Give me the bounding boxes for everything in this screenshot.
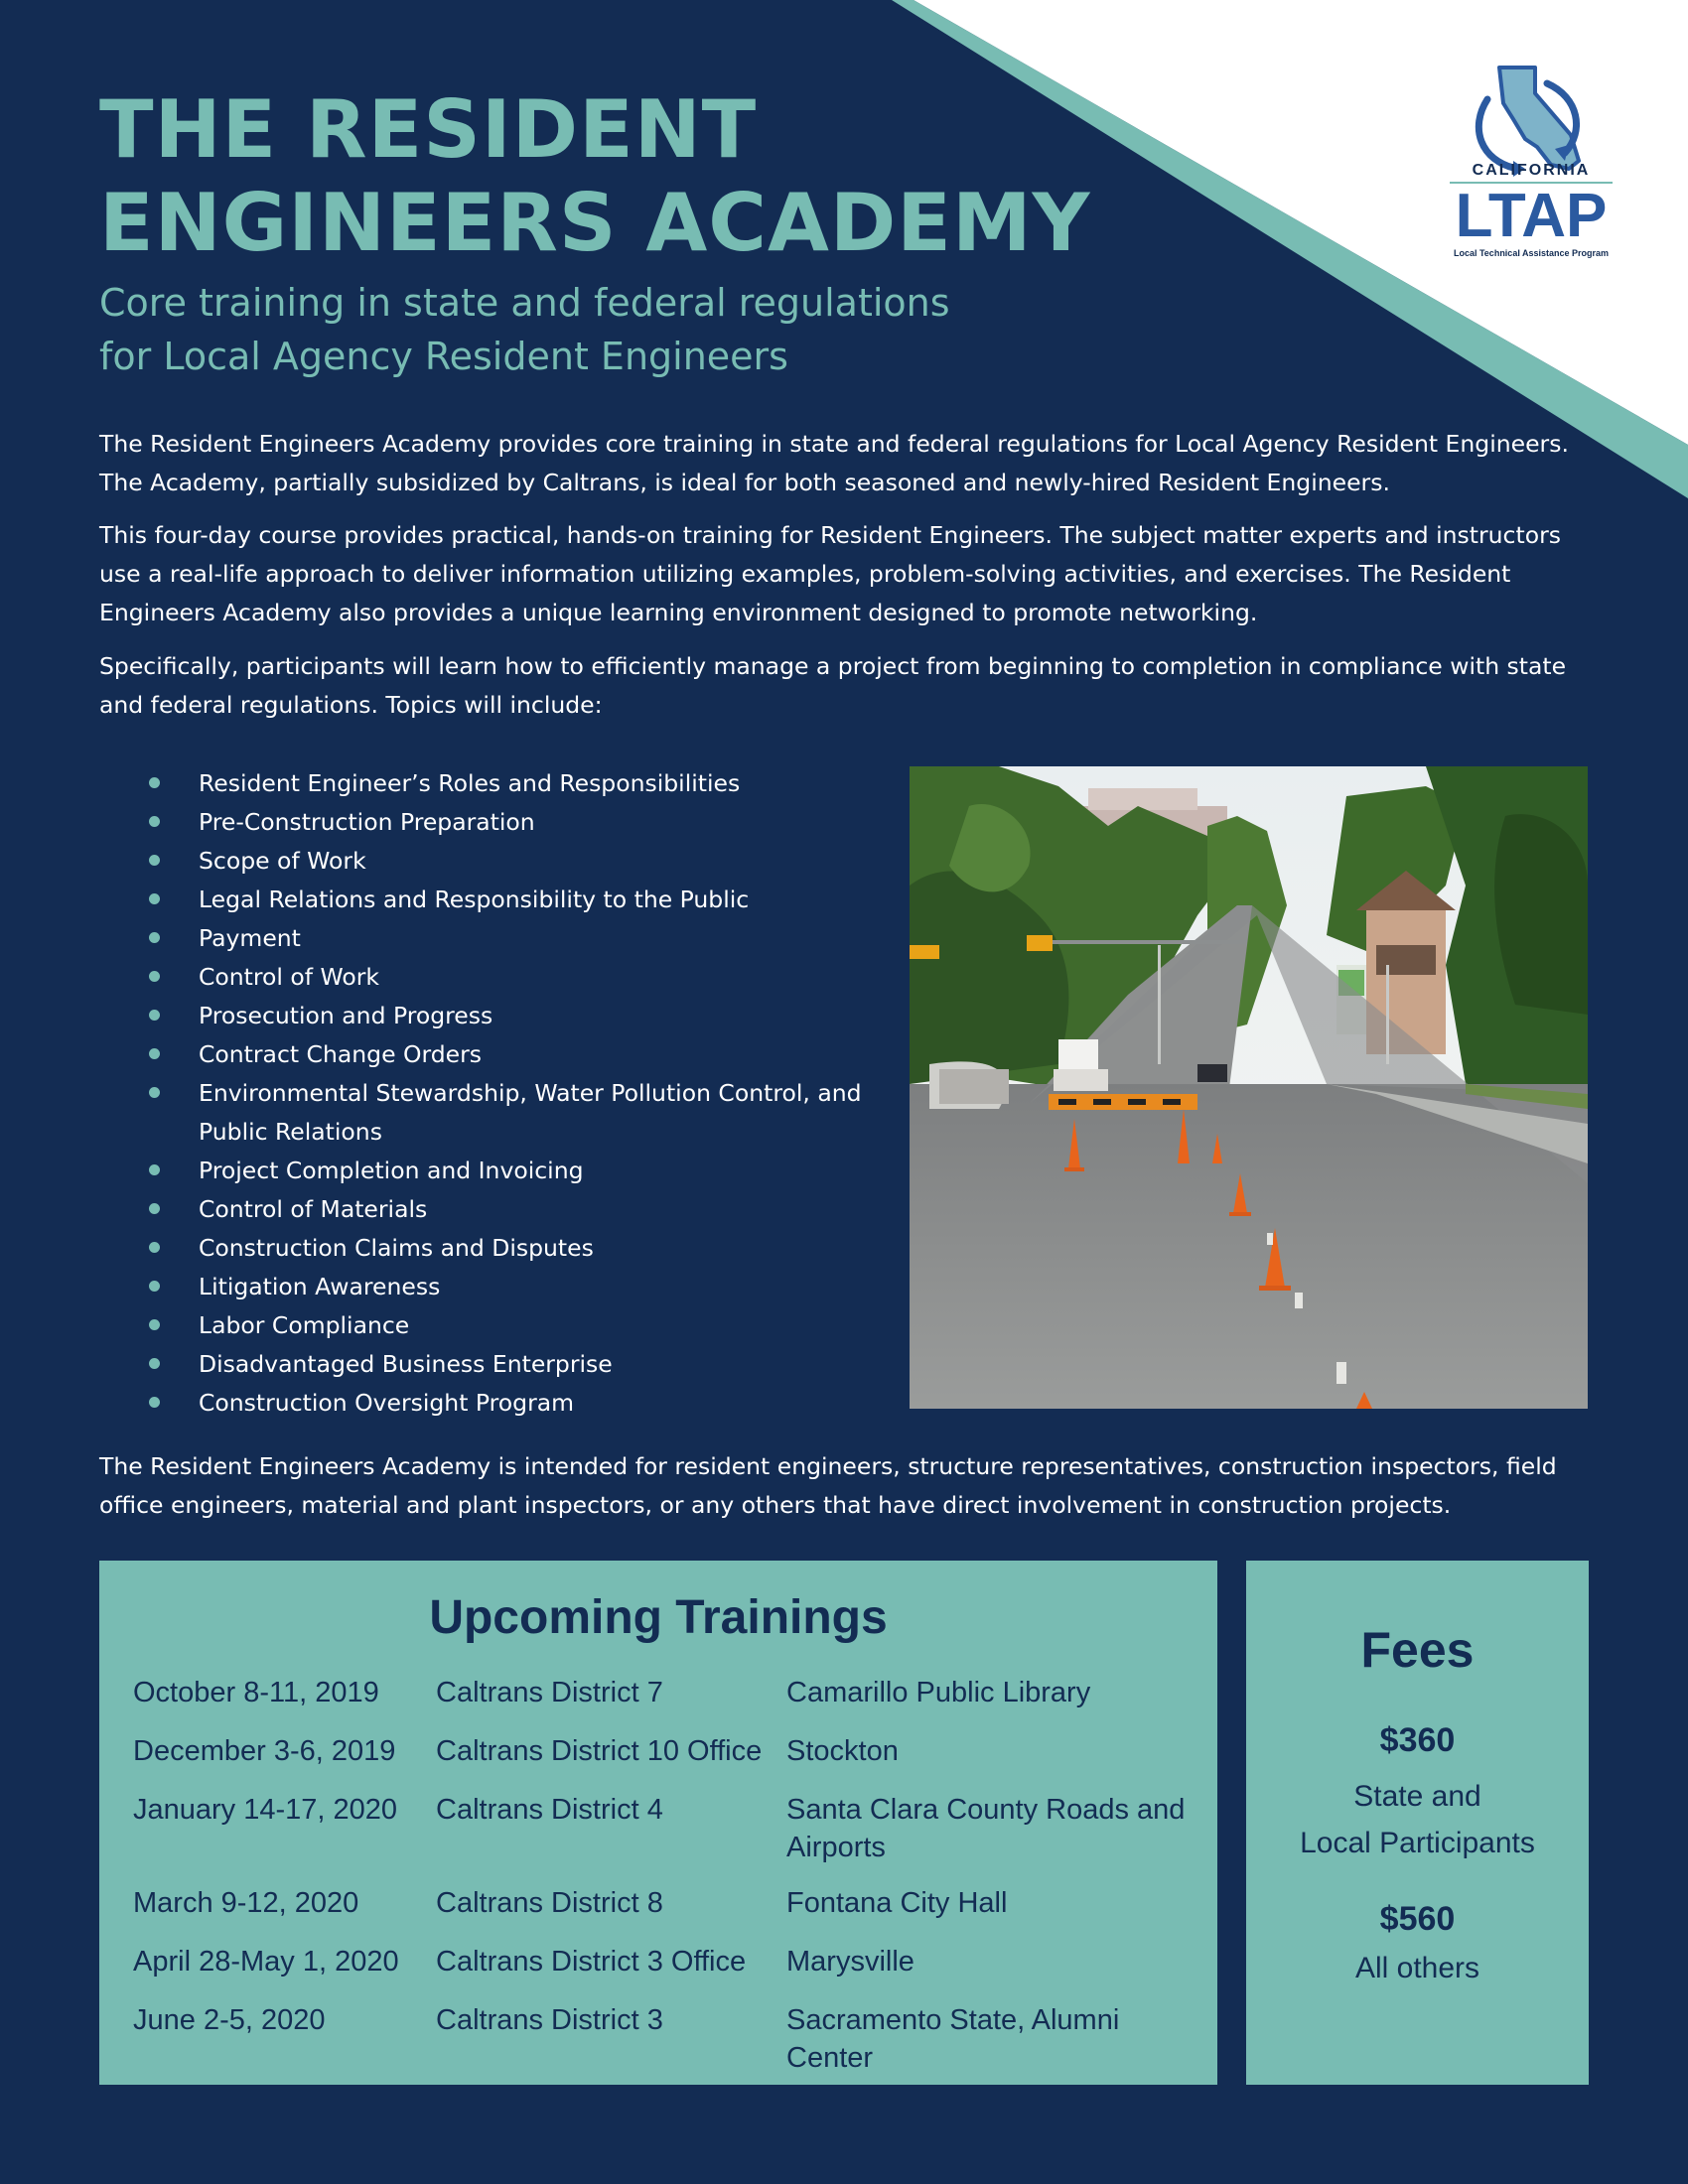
topic-item xyxy=(149,1035,874,1074)
training-date: December 3-6, 2019 xyxy=(133,1735,396,1767)
page-subtitle xyxy=(99,276,950,383)
topic-label: Construction Claims and Disputes xyxy=(199,1234,594,1262)
topic-label: Pre-Construction Preparation xyxy=(199,808,535,836)
training-district: Caltrans District 3 Office xyxy=(436,1946,747,1978)
topic-item xyxy=(149,1152,874,1190)
training-row xyxy=(133,1791,1205,1866)
logo-tagline-text: Local Technical Assistance Program xyxy=(1453,248,1610,258)
topics-intro-paragraph: Specifically, participants will learn how to efficiently manage a project from beginning to completion in compliance with state and federal regulations. Topics will include: xyxy=(99,652,1567,719)
training-location: Fontana City Hall xyxy=(786,1887,1008,1919)
topic-label: Legal Relations and Responsibility to the Public xyxy=(199,886,750,913)
bullet-icon xyxy=(149,1242,160,1253)
topic-label: Labor Compliance xyxy=(199,1311,410,1339)
bullet-icon xyxy=(149,893,160,904)
topic-item xyxy=(149,1074,874,1152)
intro-paragraph: The Resident Engineers Academy provides core training in state and federal regulations for Local Agency Resident Engineers. The Academy, partially subsidized by Caltrans, is ideal for both seasoned and newly-hired Resident Engineers. xyxy=(99,430,1569,496)
logo-name-text: LTAP xyxy=(1455,182,1608,250)
topic-label: Litigation Awareness xyxy=(199,1273,441,1300)
title-line-2: ENGINEERS ACADEMY xyxy=(99,177,1091,269)
topic-item xyxy=(149,1384,874,1423)
topics-list xyxy=(149,764,874,1423)
bullet-icon xyxy=(149,816,160,827)
road-construction-photo xyxy=(910,766,1588,1409)
topic-item xyxy=(149,1306,874,1345)
topic-label: Construction Oversight Program xyxy=(199,1389,575,1417)
california-map-icon xyxy=(1478,68,1579,177)
topic-item xyxy=(149,842,874,881)
training-date: June 2-5, 2020 xyxy=(133,2004,326,2036)
fee-amount-others: $560 xyxy=(1379,1900,1456,1938)
fee-amount-state-local: $360 xyxy=(1379,1721,1456,1759)
fee-desc-state-local xyxy=(1246,1773,1589,1866)
topic-label: Contract Change Orders xyxy=(199,1040,483,1068)
training-location: Santa Clara County Roads and Airports xyxy=(786,1794,1186,1863)
training-district: Caltrans District 10 Office xyxy=(436,1735,763,1767)
trainings-title: Upcoming Trainings xyxy=(429,1591,888,1644)
fee-desc-line: Local Participants xyxy=(1300,1827,1535,1859)
logo-state-text: CALIFORNIA xyxy=(1472,162,1591,179)
bullet-icon xyxy=(149,1397,160,1408)
topic-label: Project Completion and Invoicing xyxy=(199,1157,584,1184)
training-row xyxy=(133,1943,1205,1980)
bullet-icon xyxy=(149,855,160,866)
topic-item xyxy=(149,1229,874,1268)
training-location: Camarillo Public Library xyxy=(786,1677,1091,1708)
ltap-logo xyxy=(1430,58,1628,266)
bullet-icon xyxy=(149,1203,160,1214)
topic-label: Environmental Stewardship, Water Pollution Control, and Public Relations xyxy=(199,1079,862,1146)
topic-item xyxy=(149,764,874,803)
title-line-1: THE RESIDENT xyxy=(99,83,758,176)
topic-item xyxy=(149,881,874,919)
fee-desc-others: All others xyxy=(1354,1952,1480,1984)
training-district: Caltrans District 7 xyxy=(436,1677,663,1708)
trainings-table xyxy=(133,1674,1205,2098)
bullet-icon xyxy=(149,1281,160,1292)
training-date: April 28-May 1, 2020 xyxy=(133,1946,399,1978)
topic-label: Scope of Work xyxy=(199,847,366,875)
topic-item xyxy=(149,997,874,1035)
bullet-icon xyxy=(149,1164,160,1175)
subtitle-line-2: for Local Agency Resident Engineers xyxy=(99,335,788,378)
subtitle-line-1: Core training in state and federal regulations xyxy=(99,281,950,325)
fees-title: Fees xyxy=(1360,1622,1475,1678)
training-district: Caltrans District 4 xyxy=(436,1794,663,1826)
topic-label: Payment xyxy=(199,924,301,952)
audience-paragraph: The Resident Engineers Academy is intended for resident engineers, structure representatives, construction inspectors, field office engineers, material and plant inspectors, or any others that have direct involvement in construction projects. xyxy=(99,1452,1557,1519)
training-date: October 8-11, 2019 xyxy=(133,1677,379,1708)
bullet-icon xyxy=(149,1358,160,1369)
topic-label: Control of Work xyxy=(199,963,380,991)
upcoming-trainings-panel xyxy=(99,1561,1217,2085)
page-title xyxy=(99,83,1090,270)
topic-label: Disadvantaged Business Enterprise xyxy=(199,1350,613,1378)
training-district: Caltrans District 8 xyxy=(436,1887,663,1919)
training-row xyxy=(133,1674,1205,1711)
training-row xyxy=(133,1732,1205,1770)
training-row xyxy=(133,1884,1205,1922)
bullet-icon xyxy=(149,777,160,788)
topic-item xyxy=(149,1190,874,1229)
training-date: March 9-12, 2020 xyxy=(133,1887,359,1919)
topic-label: Prosecution and Progress xyxy=(199,1002,493,1029)
topic-item xyxy=(149,1268,874,1306)
bullet-icon xyxy=(149,1087,160,1098)
bullet-icon xyxy=(149,1319,160,1330)
topic-item xyxy=(149,958,874,997)
topic-item xyxy=(149,919,874,958)
bullet-icon xyxy=(149,1048,160,1059)
training-district: Caltrans District 3 xyxy=(436,2004,663,2036)
bullet-icon xyxy=(149,1010,160,1021)
topic-item xyxy=(149,1345,874,1384)
fee-desc-line: State and xyxy=(1353,1780,1481,1813)
training-location: Marysville xyxy=(786,1946,914,1978)
topic-label: Resident Engineer’s Roles and Responsibilities xyxy=(199,769,741,797)
training-row xyxy=(133,2001,1205,2077)
bullet-icon xyxy=(149,971,160,982)
topic-label: Control of Materials xyxy=(199,1195,428,1223)
training-location: Stockton xyxy=(786,1735,899,1767)
fees-panel xyxy=(1246,1561,1589,2085)
course-paragraph: This four-day course provides practical, hands-on training for Resident Engineers. The subject matter experts and instructors use a real-life approach to deliver information utilizing examples, problem-solving activities, and exercises. The Resident Engineers Academy also provides a unique learning environment designed to promote networking. xyxy=(99,521,1561,626)
training-date: January 14-17, 2020 xyxy=(133,1794,398,1826)
bullet-icon xyxy=(149,932,160,943)
training-location: Sacramento State, Alumni Center xyxy=(786,2004,1120,2074)
topic-item xyxy=(149,803,874,842)
